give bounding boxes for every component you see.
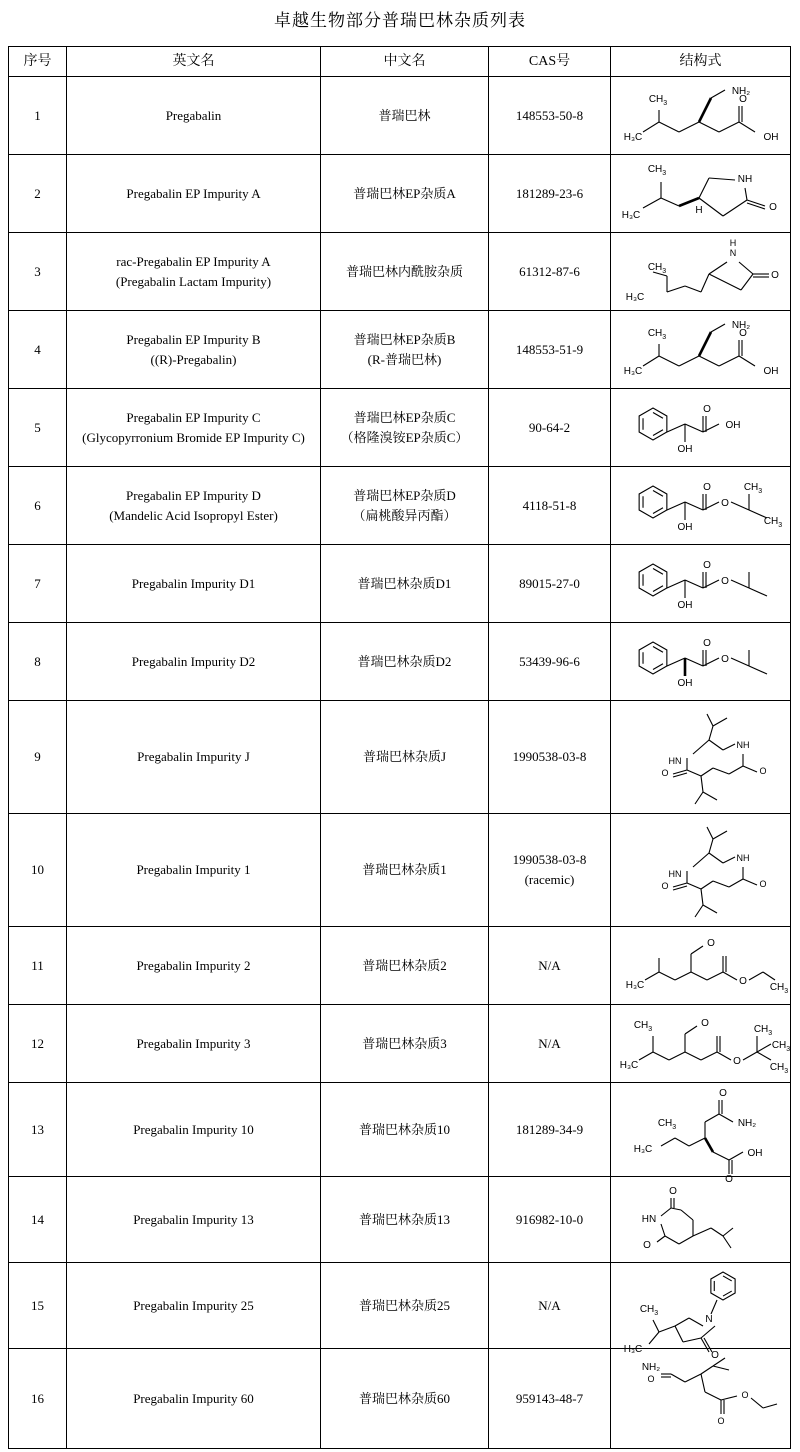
svg-text:H₃C: H₃C [619, 1059, 639, 1071]
cell-structure [611, 1083, 791, 1185]
svg-text:CH3: $CH_3$ [648, 93, 668, 107]
cell-cas [489, 1349, 611, 1449]
svg-text:O: O [643, 1239, 651, 1251]
svg-text:H₃C: H₃C [633, 1143, 653, 1155]
cell-english-name-line: Pregabalin Impurity 13 [133, 1211, 254, 1227]
cell-chinese-name [321, 545, 489, 623]
cell-english-name [67, 1349, 321, 1449]
cell-no: 16 [9, 1349, 67, 1449]
svg-text:O: O [711, 1349, 719, 1361]
mandelate-ester-s-structure-icon [613, 548, 789, 620]
svg-text:HN: HN [641, 1213, 657, 1225]
cell-chinese-name-line: 普瑞巴林杂质J [362, 749, 447, 764]
cell-cas-line: N/A [538, 1035, 561, 1051]
cell-english-name-line: Pregabalin EP Impurity D [126, 487, 261, 503]
cell-no: 15 [9, 1263, 67, 1349]
cell-structure [611, 467, 791, 545]
document-title: 卓越生物部分普瑞巴林杂质列表 [274, 11, 526, 30]
svg-text:H₃C: H₃C [625, 291, 645, 303]
cell-english-name-line: (Pregabalin Lactam Impurity) [115, 273, 272, 289]
cell-cas [489, 545, 611, 623]
cell-english-name-line: (Glycopyrronium Bromide EP Impurity C) [82, 429, 305, 445]
header-chinese-name: 中文名 [321, 47, 489, 77]
header-no: 序号 [9, 47, 67, 77]
svg-text:O: O [771, 269, 779, 281]
svg-text:O: O [739, 93, 747, 105]
cell-cas-line: 916982-10-0 [515, 1211, 584, 1227]
cell-cas-line: 4118-51-8 [522, 497, 577, 513]
svg-text:HN: HN [668, 868, 682, 879]
cell-structure [611, 927, 791, 1005]
svg-text:N: N [729, 247, 737, 258]
cell-cas [489, 1083, 611, 1177]
svg-text:O: O [725, 1173, 733, 1185]
cell-no: 12 [9, 1005, 67, 1083]
svg-text:O: O [703, 559, 711, 571]
cell-english-name-line: ((R)-Pregabalin) [150, 351, 237, 367]
cell-no: 11 [9, 927, 67, 1005]
cell-english-name-line: Pregabalin Impurity J [137, 749, 250, 764]
svg-text:O: O [703, 403, 711, 415]
cell-cas [489, 467, 611, 545]
cell-cas-line: 1990538-03-8 [512, 749, 587, 764]
cell-no: 8 [9, 623, 67, 701]
cell-chinese-name-line: 普瑞巴林杂质2 [362, 957, 447, 973]
svg-text:NH₂: NH₂ [641, 1361, 661, 1373]
cell-cas [489, 233, 611, 311]
cell-cas [489, 701, 611, 814]
cell-chinese-name-line: 普瑞巴林杂质D2 [357, 653, 452, 669]
cell-chinese-name [321, 1083, 489, 1177]
svg-text:O: O [661, 880, 669, 891]
svg-text:HN: HN [668, 755, 682, 766]
cell-chinese-name [321, 233, 489, 311]
cell-chinese-name-line: 普瑞巴林 [378, 107, 431, 123]
cell-english-name [67, 545, 321, 623]
cell-cas-line: 89015-27-0 [519, 575, 580, 591]
table-row [9, 1005, 791, 1083]
cell-cas-line: 148553-50-8 [515, 107, 584, 123]
cell-cas-line: 1990538-03-8 [512, 852, 587, 867]
cell-chinese-name [321, 467, 489, 545]
svg-text:O: O [719, 1087, 727, 1099]
cell-english-name-line: (Mandelic Acid Isopropyl Ester) [109, 507, 278, 523]
table-row [9, 389, 791, 467]
aldehyde-tbutyl-ester-structure-icon [613, 1008, 789, 1080]
cell-structure [611, 701, 791, 814]
svg-text:N: N [705, 1313, 713, 1325]
svg-text:NH: NH [737, 173, 753, 185]
cell-chinese-name [321, 927, 489, 1005]
cell-english-name [67, 77, 321, 155]
cell-english-name [67, 155, 321, 233]
svg-text:O: O [741, 1389, 749, 1400]
cell-english-name-line: Pregabalin [165, 107, 222, 123]
cell-cas-line: N/A [538, 957, 561, 973]
cell-cas [489, 155, 611, 233]
table-row [9, 155, 791, 233]
svg-text:O: O [721, 653, 729, 665]
n-phenyl-lactam-structure-icon [613, 1266, 789, 1361]
svg-text:H: H [729, 237, 737, 248]
svg-text:CH3: $CH_3$ [647, 163, 667, 177]
svg-text:CH3: $CH_3$ [633, 1019, 653, 1033]
cell-english-name [67, 701, 321, 814]
table-row [9, 545, 791, 623]
svg-text:O: O [739, 327, 747, 339]
cell-no: 1 [9, 77, 67, 155]
lactam-s-structure-icon [613, 158, 789, 230]
cell-english-name-line: Pregabalin Impurity 25 [133, 1297, 254, 1313]
cell-chinese-name-line: （格隆溴铵EP杂质C） [340, 429, 469, 445]
cell-cas-line: 53439-96-6 [519, 653, 580, 669]
cell-cas-line: 181289-23-6 [515, 185, 584, 201]
table-row [9, 311, 791, 389]
cell-cas [489, 1263, 611, 1349]
table-row [9, 1083, 791, 1177]
cell-no: 3 [9, 233, 67, 311]
cell-structure [611, 155, 791, 233]
cell-english-name-line: Pregabalin Impurity 2 [136, 957, 251, 973]
cell-chinese-name-line: 普瑞巴林EP杂质B [353, 331, 456, 347]
table-row [9, 1263, 791, 1349]
cell-chinese-name [321, 311, 489, 389]
cell-cas [489, 623, 611, 701]
cell-english-name [67, 1177, 321, 1263]
cell-chinese-name-line: 普瑞巴林杂质60 [358, 1390, 450, 1406]
cell-chinese-name-line: (R-普瑞巴林) [367, 351, 442, 367]
table-row [9, 467, 791, 545]
cell-cas [489, 77, 611, 155]
cell-chinese-name [321, 155, 489, 233]
svg-text:OH: OH [763, 365, 779, 377]
cell-chinese-name-line: 普瑞巴林内酰胺杂质 [345, 263, 463, 279]
cell-structure [611, 311, 791, 389]
svg-text:O: O [701, 1017, 709, 1029]
cell-no: 7 [9, 545, 67, 623]
svg-text:O: O [647, 1373, 655, 1384]
svg-text:CH3: $CH_3$ [763, 515, 783, 529]
macrocycle-rac-structure-icon [613, 817, 789, 924]
cell-chinese-name [321, 1263, 489, 1349]
cell-chinese-name [321, 1349, 489, 1449]
cell-cas-line: 959143-48-7 [515, 1390, 584, 1406]
cell-no: 2 [9, 155, 67, 233]
glutarimide-structure-icon [613, 1180, 789, 1260]
svg-text:CH3: $CH_3$ [647, 261, 667, 275]
cell-chinese-name-line: 普瑞巴林EP杂质D [353, 487, 456, 503]
table-row [9, 77, 791, 155]
cell-structure [611, 545, 791, 623]
cell-structure [611, 233, 791, 311]
cell-no: 4 [9, 311, 67, 389]
cell-cas-line: 148553-51-9 [515, 341, 584, 357]
lactam-rac-structure-icon [613, 236, 789, 308]
svg-text:H₃C: H₃C [623, 131, 643, 143]
svg-text:NH₂: NH₂ [737, 1117, 757, 1129]
cell-english-name [67, 927, 321, 1005]
cell-english-name [67, 233, 321, 311]
aldehyde-ethyl-ester-structure-icon [613, 930, 789, 1002]
svg-text:OH: OH [677, 443, 693, 455]
svg-text:H₃C: H₃C [621, 209, 641, 221]
table-row [9, 1349, 791, 1449]
svg-text:O: O [669, 1185, 677, 1197]
table-row [9, 814, 791, 927]
cell-structure [611, 77, 791, 155]
header-structure: 结构式 [611, 47, 791, 77]
svg-text:O: O [703, 637, 711, 649]
svg-text:O: O [739, 975, 747, 987]
cell-cas-line: N/A [538, 1297, 561, 1313]
svg-text:OH: OH [677, 521, 693, 533]
cell-english-name-line: Pregabalin Impurity D2 [131, 653, 256, 669]
svg-text:CH3: $CH_3$ [743, 481, 763, 495]
table-row [9, 1177, 791, 1263]
cell-english-name [67, 1083, 321, 1177]
cell-cas [489, 389, 611, 467]
svg-text:O: O [703, 481, 711, 493]
cell-no: 5 [9, 389, 67, 467]
cell-english-name [67, 467, 321, 545]
cell-no: 13 [9, 1083, 67, 1177]
cell-structure [611, 1349, 791, 1449]
cell-no: 10 [9, 814, 67, 927]
svg-text:CH3: $CH_3$ [771, 1039, 791, 1053]
pregabalin-structure-icon [613, 80, 789, 152]
svg-text:O: O [759, 878, 767, 889]
r-pregabalin-structure-icon [613, 314, 789, 386]
cell-cas [489, 927, 611, 1005]
table-header-row [9, 47, 791, 77]
cell-english-name [67, 311, 321, 389]
cell-structure [611, 814, 791, 927]
cell-chinese-name-line: 普瑞巴林杂质10 [358, 1121, 450, 1137]
cell-english-name [67, 1005, 321, 1083]
svg-text:CH3: $CH_3$ [647, 327, 667, 341]
cell-english-name [67, 814, 321, 927]
table-row [9, 701, 791, 814]
cell-structure [611, 1005, 791, 1083]
svg-text:O: O [769, 201, 777, 213]
table-row [9, 233, 791, 311]
impurity-table [8, 46, 791, 1449]
svg-text:O: O [721, 575, 729, 587]
cell-chinese-name [321, 1177, 489, 1263]
cell-chinese-name-line: 普瑞巴林EP杂质A [353, 185, 456, 201]
cell-structure [611, 1263, 791, 1361]
cell-structure [611, 1177, 791, 1263]
cell-cas [489, 1005, 611, 1083]
cell-english-name [67, 389, 321, 467]
cell-english-name-line: rac-Pregabalin EP Impurity A [116, 253, 271, 269]
svg-text:CH3: $CH_3$ [769, 1061, 789, 1075]
cell-english-name-line: Pregabalin EP Impurity B [126, 331, 261, 347]
svg-text:OH: OH [763, 131, 779, 143]
svg-text:OH: OH [677, 677, 693, 689]
cell-chinese-name-line: 普瑞巴林EP杂质C [353, 409, 456, 425]
svg-text:O: O [717, 1415, 725, 1426]
svg-text:CH3: $CH_3$ [769, 981, 789, 995]
cell-english-name-line: Pregabalin EP Impurity C [126, 409, 261, 425]
svg-text:OH: OH [677, 599, 693, 611]
cell-chinese-name [321, 1005, 489, 1083]
cell-chinese-name-line: （扁桃酸异丙酯） [352, 507, 457, 523]
cell-cas-line: (racemic) [524, 872, 575, 887]
svg-text:O: O [661, 767, 669, 778]
cell-chinese-name [321, 77, 489, 155]
table-row [9, 927, 791, 1005]
svg-text:O: O [733, 1055, 741, 1067]
cell-chinese-name [321, 701, 489, 814]
svg-text:H₃C: H₃C [623, 1343, 643, 1355]
svg-text:CH3: $CH_3$ [639, 1303, 659, 1317]
svg-text:NH: NH [736, 852, 750, 863]
cell-cas [489, 311, 611, 389]
cell-english-name-line: Pregabalin EP Impurity A [126, 185, 261, 201]
svg-text:NH₂: NH₂ [731, 319, 751, 331]
cell-structure [611, 623, 791, 701]
cell-cas [489, 1177, 611, 1263]
table-row [9, 623, 791, 701]
macrocycle-structure-icon [613, 704, 789, 811]
cell-chinese-name [321, 814, 489, 927]
cell-cas-line: 90-64-2 [528, 419, 571, 435]
svg-text:O: O [721, 497, 729, 509]
svg-text:O: O [759, 765, 767, 776]
cell-chinese-name [321, 623, 489, 701]
svg-text:NH₂: NH₂ [731, 85, 751, 97]
cell-english-name-line: Pregabalin Impurity 60 [133, 1390, 254, 1406]
cell-chinese-name-line: 普瑞巴林杂质13 [358, 1211, 450, 1227]
svg-text:H: H [695, 204, 703, 216]
cell-cas-line: 181289-34-9 [515, 1121, 584, 1137]
cell-english-name-line: Pregabalin Impurity 1 [136, 862, 251, 877]
cell-structure [611, 389, 791, 467]
svg-text:OH: OH [747, 1147, 763, 1159]
svg-text:O: O [707, 937, 715, 949]
cell-chinese-name-line: 普瑞巴林杂质3 [362, 1035, 447, 1051]
cell-english-name-line: Pregabalin Impurity 10 [133, 1121, 254, 1137]
header-cas: CAS号 [489, 47, 611, 77]
svg-text:OH: OH [725, 419, 741, 431]
mandelic-acid-structure-icon [613, 392, 789, 464]
cell-chinese-name-line: 普瑞巴林杂质1 [362, 862, 447, 877]
cell-english-name-line: Pregabalin Impurity 3 [136, 1035, 251, 1051]
header-english-name: 英文名 [67, 47, 321, 77]
cell-cas-line: 61312-87-6 [519, 263, 580, 279]
cell-no: 14 [9, 1177, 67, 1263]
svg-text:NH: NH [736, 739, 750, 750]
cell-english-name [67, 623, 321, 701]
svg-text:CH3: $CH_3$ [753, 1023, 773, 1037]
mandelate-ester-structure-icon [613, 470, 789, 542]
cell-chinese-name-line: 普瑞巴林杂质D1 [357, 575, 452, 591]
svg-text:H₃C: H₃C [625, 979, 645, 991]
cell-chinese-name-line: 普瑞巴林杂质25 [358, 1297, 450, 1313]
svg-text:H₃C: H₃C [623, 365, 643, 377]
cell-cas [489, 814, 611, 927]
cell-no: 6 [9, 467, 67, 545]
cell-no: 9 [9, 701, 67, 814]
svg-text:CH3: $CH_3$ [657, 1117, 677, 1131]
cell-english-name-line: Pregabalin Impurity D1 [131, 575, 256, 591]
cell-english-name [67, 1263, 321, 1349]
mandelate-ester-r-structure-icon [613, 626, 789, 698]
cell-chinese-name [321, 389, 489, 467]
amide-acid-structure-icon [613, 1086, 789, 1185]
